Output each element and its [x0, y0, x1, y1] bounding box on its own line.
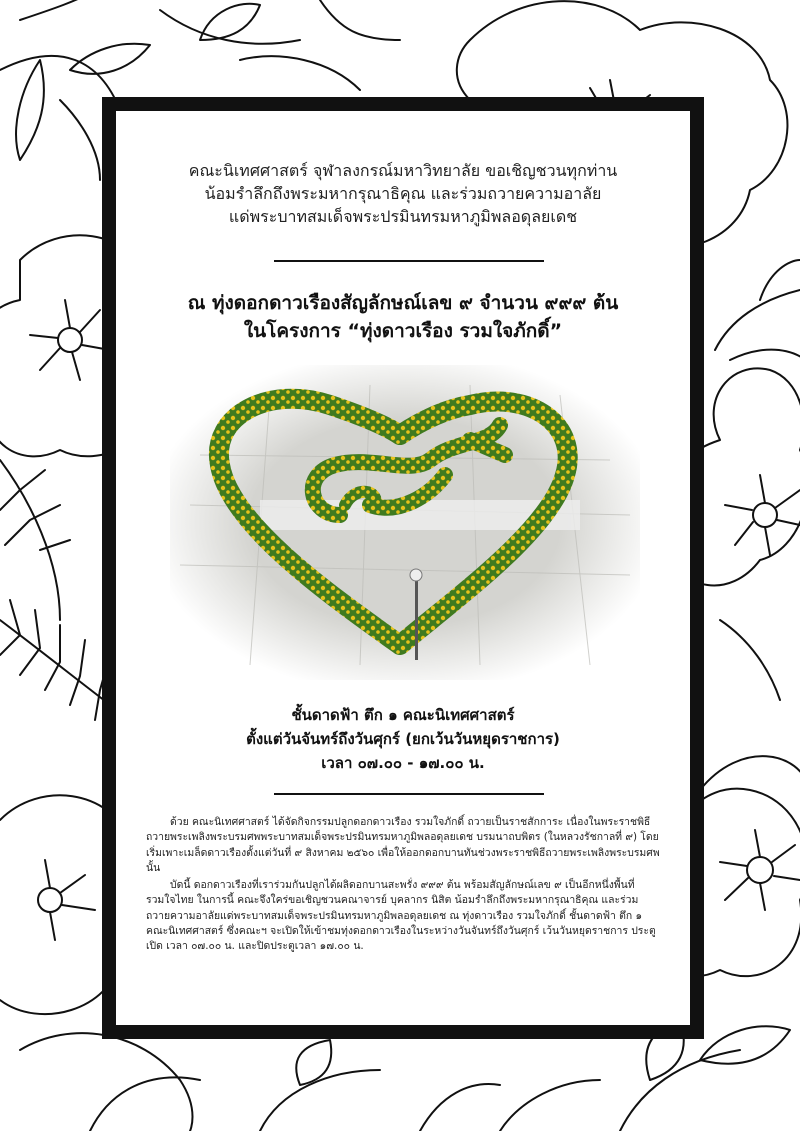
headline-line: ในโครงการ “ทุ่งดาวเรือง รวมใจภักดิ์” [243, 320, 563, 342]
location-line: ตั้งแต่วันจันทร์ถึงวันศุกร์ (ยกเว้นวันหยุดราชการ) [246, 730, 560, 748]
location-line: ชั้นดาดฟ้า ตึก ๑ คณะนิเทศศาสตร์ [291, 706, 515, 724]
intro-line: น้อมรำลึกถึงพระมหากรุณาธิคุณ และร่วมถวายความอาลัย [204, 184, 602, 203]
body-text [146, 815, 660, 957]
invitation-intro [142, 159, 664, 228]
divider [274, 793, 544, 795]
body-paragraph: บัดนี้ ดอกดาวเรืองที่เราร่วมกันปลูกได้ผลิดอกบานสะพรั่ง ๙๙๙ ต้น พร้อมสัญลักษณ์เลข ๙ เป็นอีกหนึ่งพื้นที่รวมใจไทย ในการนี้ คณะจึงใคร่ขอเชิญชวนคณาจารย์ บุคลากร นิสิต น้อมรำลึกถึงพระมหากรุณาธิคุณ และร่วมถวายความอาลัยแด่พระบาทสมเด็จพระปรมินทรมหาภูมิพลอดุลยเดช ณ ทุ่งดาวเรือง รวมใจภักดิ์ ชั้นดาดฟ้า ตึก ๑ คณะนิเทศศาสตร์ ซึ่งคณะฯ จะเปิดให้เข้าชมทุ่งดอกดาวเรืองในระหว่างวันจันทร์ถึงวันศุกร์ เว้นวันหยุดราชการ ประตูเปิด เวลา ๐๗.๐๐ น. และปิดประตูเวลา ๑๗.๐๐ น. [146, 879, 656, 953]
leaf-branch-icon [260, 1040, 500, 1131]
location-line: เวลา ๐๗.๐๐ - ๑๗.๐๐ น. [321, 754, 485, 772]
body-paragraph: ด้วย คณะนิเทศศาสตร์ ได้จัดกิจกรรมปลูกดอกดาวเรือง รวมใจภักดิ์ ถวายเป็นราชสักการะ เนื่องในพระราชพิธีถวายพระเพลิงพระบรมศพพระบาทสมเด็จพระปรมินทรมหาภูมิพลอดุลยเดช บรมนาถบพิตร (ในหลวงรัชกาลที่ ๙) โดยเริ่มเพาะเมล็ดดาวเรืองตั้งแต่วันที่ ๙ สิงหาคม ๒๕๖๐ เพื่อให้ออกดอกบานทันช่วงพระราชพิธีถวายพระเพลิงพระบรมศพ นั้น [146, 816, 660, 874]
leaf-branch-icon [160, 0, 400, 90]
intro-line: คณะนิเทศศาสตร์ จุฬาลงกรณ์มหาวิทยาลัย ขอเชิญชวนทุกท่าน [188, 161, 618, 180]
marigold-heart-nine-icon [170, 365, 640, 680]
poster-content [102, 97, 704, 1039]
headline [132, 289, 674, 345]
headline-line: ณ ทุ่งดอกดาวเรืองสัญลักษณ์เลข ๙ จำนวน ๙๙๙ ต้น [187, 292, 619, 314]
event-location [132, 703, 674, 775]
leaf-branch-icon [715, 260, 800, 700]
intro-line: แด่พระบาทสมเด็จพระปรมินทรมหาภูมิพลอดุลยเดช [228, 207, 578, 226]
divider [274, 260, 544, 262]
